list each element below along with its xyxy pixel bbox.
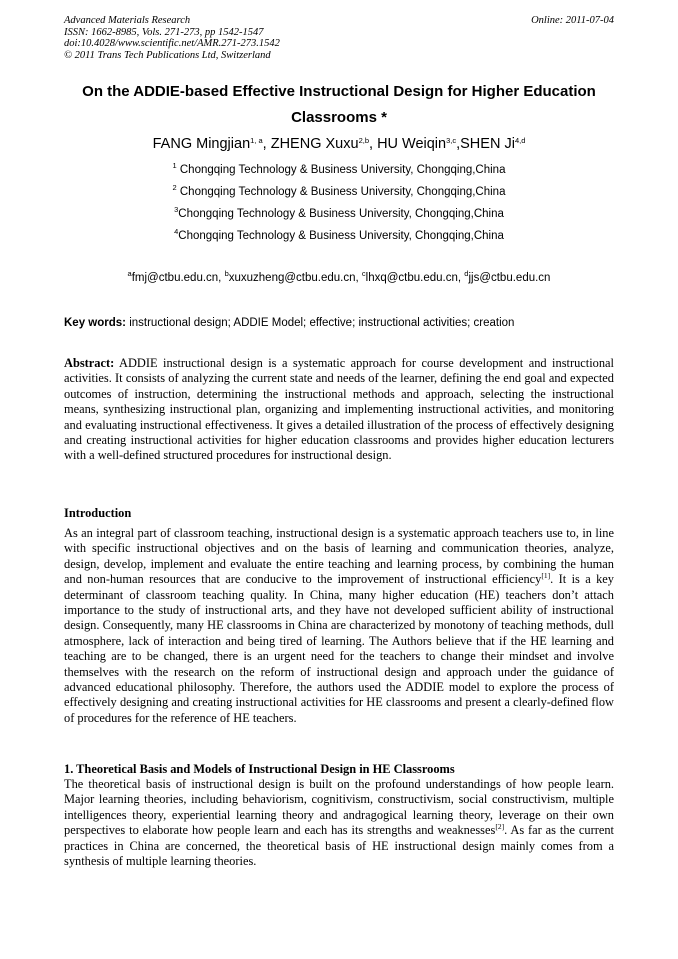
online-date: Online: 2011-07-04 bbox=[531, 15, 614, 26]
author-affil-mark: 4,d bbox=[514, 136, 526, 145]
issn-line: ISSN: 1662-8985, Vols. 271-273, pp 1542-1547 bbox=[64, 26, 264, 38]
keywords-label: Key words: bbox=[64, 317, 126, 329]
affiliation-3 bbox=[0, 207, 678, 221]
doi-line: doi:10.4028/www.scientific.net/AMR.271-273.1542 bbox=[64, 38, 280, 49]
journal-header bbox=[64, 15, 280, 61]
citation-ref: [1] bbox=[541, 571, 551, 581]
abstract-label: Abstract: bbox=[64, 356, 115, 370]
author-sep: , bbox=[262, 136, 271, 152]
journal-name: Advanced Materials Research bbox=[64, 15, 191, 26]
author-name: HU Weiqin bbox=[377, 136, 447, 152]
email-address: xuxuzheng@ctbu.edu.cn, bbox=[228, 272, 362, 284]
affil-text: Chongqing Technology & Business University, Chongqing,China bbox=[176, 186, 506, 198]
email-mark: b bbox=[224, 269, 229, 278]
title-line-2: Classrooms * bbox=[291, 109, 387, 126]
author-list bbox=[0, 135, 678, 153]
introduction-body bbox=[64, 526, 614, 726]
email-address: fmj@ctbu.edu.cn, bbox=[131, 272, 225, 284]
intro-text-1: As an integral part of classroom teaching, instructional design is a systematic approach teachers use to, in line with specific instructional objectives and on the basis of learning and communication theories, analyze, design, develop, implement and evaluate the entire teaching and learning process, by combining the human and non-human resources that are conducive to the improvement of instructional efficiency bbox=[64, 526, 614, 587]
email-address: lhxq@ctbu.edu.cn, bbox=[365, 272, 465, 284]
email-mark: c bbox=[361, 269, 366, 278]
email-mark: d bbox=[464, 269, 469, 278]
author-name: FANG Mingjian bbox=[152, 136, 251, 152]
keywords bbox=[64, 316, 624, 330]
section-1-body bbox=[64, 777, 614, 869]
affil-number: 4 bbox=[174, 227, 179, 236]
author-sep: , bbox=[456, 136, 461, 152]
author-affil-mark: 1, a bbox=[250, 136, 263, 145]
email-address: jjs@ctbu.edu.cn bbox=[468, 272, 551, 284]
abstract-text: ADDIE instructional design is a systematic approach for course development and instructional activities. It consists of analyzing the current state and needs of the learner, defining the end goal and expected outcomes of instruction, determining the instructional methods and approach, selecting the instructional means, synthesizing instructional plan, organizing and implementing instructional activities, and monitoring and evaluating instructional effectiveness. It gives a detailed illustration of the process of effectively designing and creating instructional activities for higher education classrooms and provides higher education lecturers with a well-defined structured procedures for instructional design. bbox=[64, 356, 614, 463]
section-1-heading: 1. Theoretical Basis and Models of Instructional Design in HE Classrooms bbox=[64, 762, 455, 776]
affil-number: 2 bbox=[172, 183, 177, 192]
author-affil-mark: 2,b bbox=[358, 136, 369, 145]
intro-text-2: . It is a key determinant of classroom teaching quality. In China, many higher education (HE) teachers don’t attach importance to the study of instructional arts, and they have not developed sufficient ability of instructional design. Consequently, many HE classrooms in China are characterized by monotony of teaching methods, dull atmosphere, lack of interaction and being tired of learning. The Authors believe that if the HE learning and teaching are to be changed, there is an urgent need for the teachers to change their mindset and involve themselves with the research on the reform of instructional design and approach under the guidance of advanced educational philosophy. Therefore, the authors used the ADDIE model to explore the process of effectively designing and creating instructional activities for HE classrooms and present a clearly-defined flow of procedures for the reference of HE teachers. bbox=[64, 572, 615, 725]
author-sep: , bbox=[369, 136, 378, 152]
paper-title bbox=[40, 79, 638, 131]
section-1-text-2: . As far as the current practices in China are concerned, the theoretical basis of HE instructional design mainly comes from a synthesis of multiple learning theories. bbox=[64, 823, 615, 869]
affil-number: 1 bbox=[172, 161, 177, 170]
affil-number: 3 bbox=[174, 205, 179, 214]
citation-ref: [2] bbox=[495, 822, 505, 832]
affiliation-2 bbox=[0, 185, 678, 199]
email-list bbox=[0, 271, 678, 285]
affil-text: Chongqing Technology & Business University, Chongqing,China bbox=[178, 230, 504, 242]
title-line-1: On the ADDIE-based Effective Instructional Design for Higher Education bbox=[82, 83, 596, 100]
introduction-heading: Introduction bbox=[64, 506, 132, 520]
affil-text: Chongqing Technology & Business University, Chongqing,China bbox=[178, 208, 504, 220]
keywords-text: instructional design; ADDIE Model; effective; instructional activities; creation bbox=[126, 317, 515, 329]
section-1-text-1: The theoretical basis of instructional design is built on the profound understandings of how people learn. Major learning theories, including behaviorism, cognitivism, constructivism, social constructivism, multiple intelligences theory, experiential learning theory and andragogical learning theory, leverage on their own perspectives to elaborate how people learn and each has its strengths and weaknesses bbox=[64, 777, 614, 838]
abstract bbox=[64, 356, 614, 464]
email-mark: a bbox=[127, 269, 132, 278]
author-name: SHEN Ji bbox=[460, 136, 515, 152]
affil-text: Chongqing Technology & Business University, Chongqing,China bbox=[176, 164, 506, 176]
author-affil-mark: 3,c bbox=[446, 136, 457, 145]
copyright-line: © 2011 Trans Tech Publications Ltd, Switzerland bbox=[64, 49, 271, 61]
author-name: ZHENG Xuxu bbox=[270, 136, 359, 152]
affiliation-4 bbox=[0, 229, 678, 243]
affiliation-1 bbox=[0, 163, 678, 177]
